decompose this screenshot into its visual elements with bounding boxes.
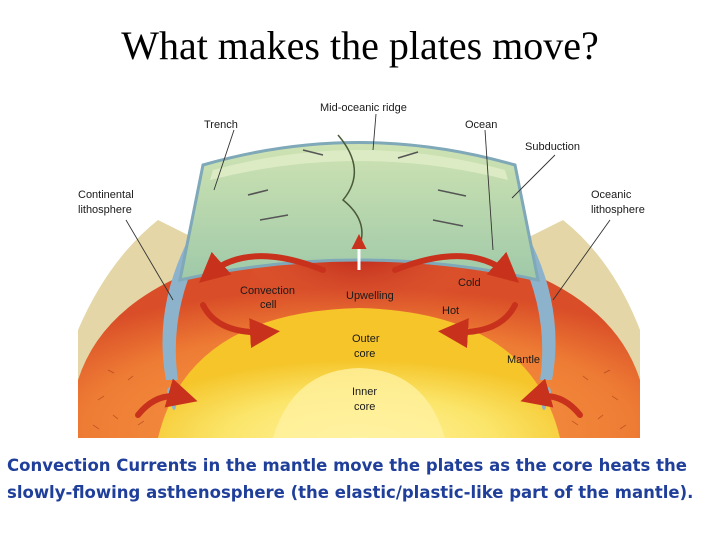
- label-cold: Cold: [458, 277, 481, 289]
- label-hot: Hot: [442, 305, 460, 317]
- label-mantle: Mantle: [507, 354, 541, 366]
- label-outer-core-line2: core: [354, 348, 376, 360]
- plate-tectonics-diagram: [38, 80, 680, 438]
- label-oceanic-lithosphere-line1: Oceanic: [591, 189, 632, 201]
- label-outer-core-line1: Outer: [352, 333, 380, 345]
- label-convection-cell-line2: cell: [260, 299, 277, 311]
- label-upwelling: Upwelling: [346, 290, 394, 302]
- label-ocean: Ocean: [465, 119, 498, 131]
- label-oceanic-lithosphere-line2: lithosphere: [591, 204, 645, 216]
- label-continental-lithosphere-line2: lithosphere: [78, 204, 132, 216]
- label-inner-core-line1: Inner: [352, 386, 378, 398]
- label-mid-oceanic-ridge: Mid-oceanic ridge: [320, 102, 407, 114]
- label-trench: Trench: [204, 119, 238, 131]
- label-subduction: Subduction: [525, 141, 581, 153]
- slide-title: What makes the plates move?: [121, 23, 599, 68]
- caption: Convection Currents in the mantle move the plates as the core heats the slowly-flowing asthenosphere (the elastic/plastic-like part of the mantle).: [7, 456, 694, 502]
- label-convection-cell-line1: Convection: [240, 285, 296, 297]
- label-continental-lithosphere-line1: Continental: [78, 189, 134, 201]
- label-inner-core-line2: core: [354, 401, 376, 413]
